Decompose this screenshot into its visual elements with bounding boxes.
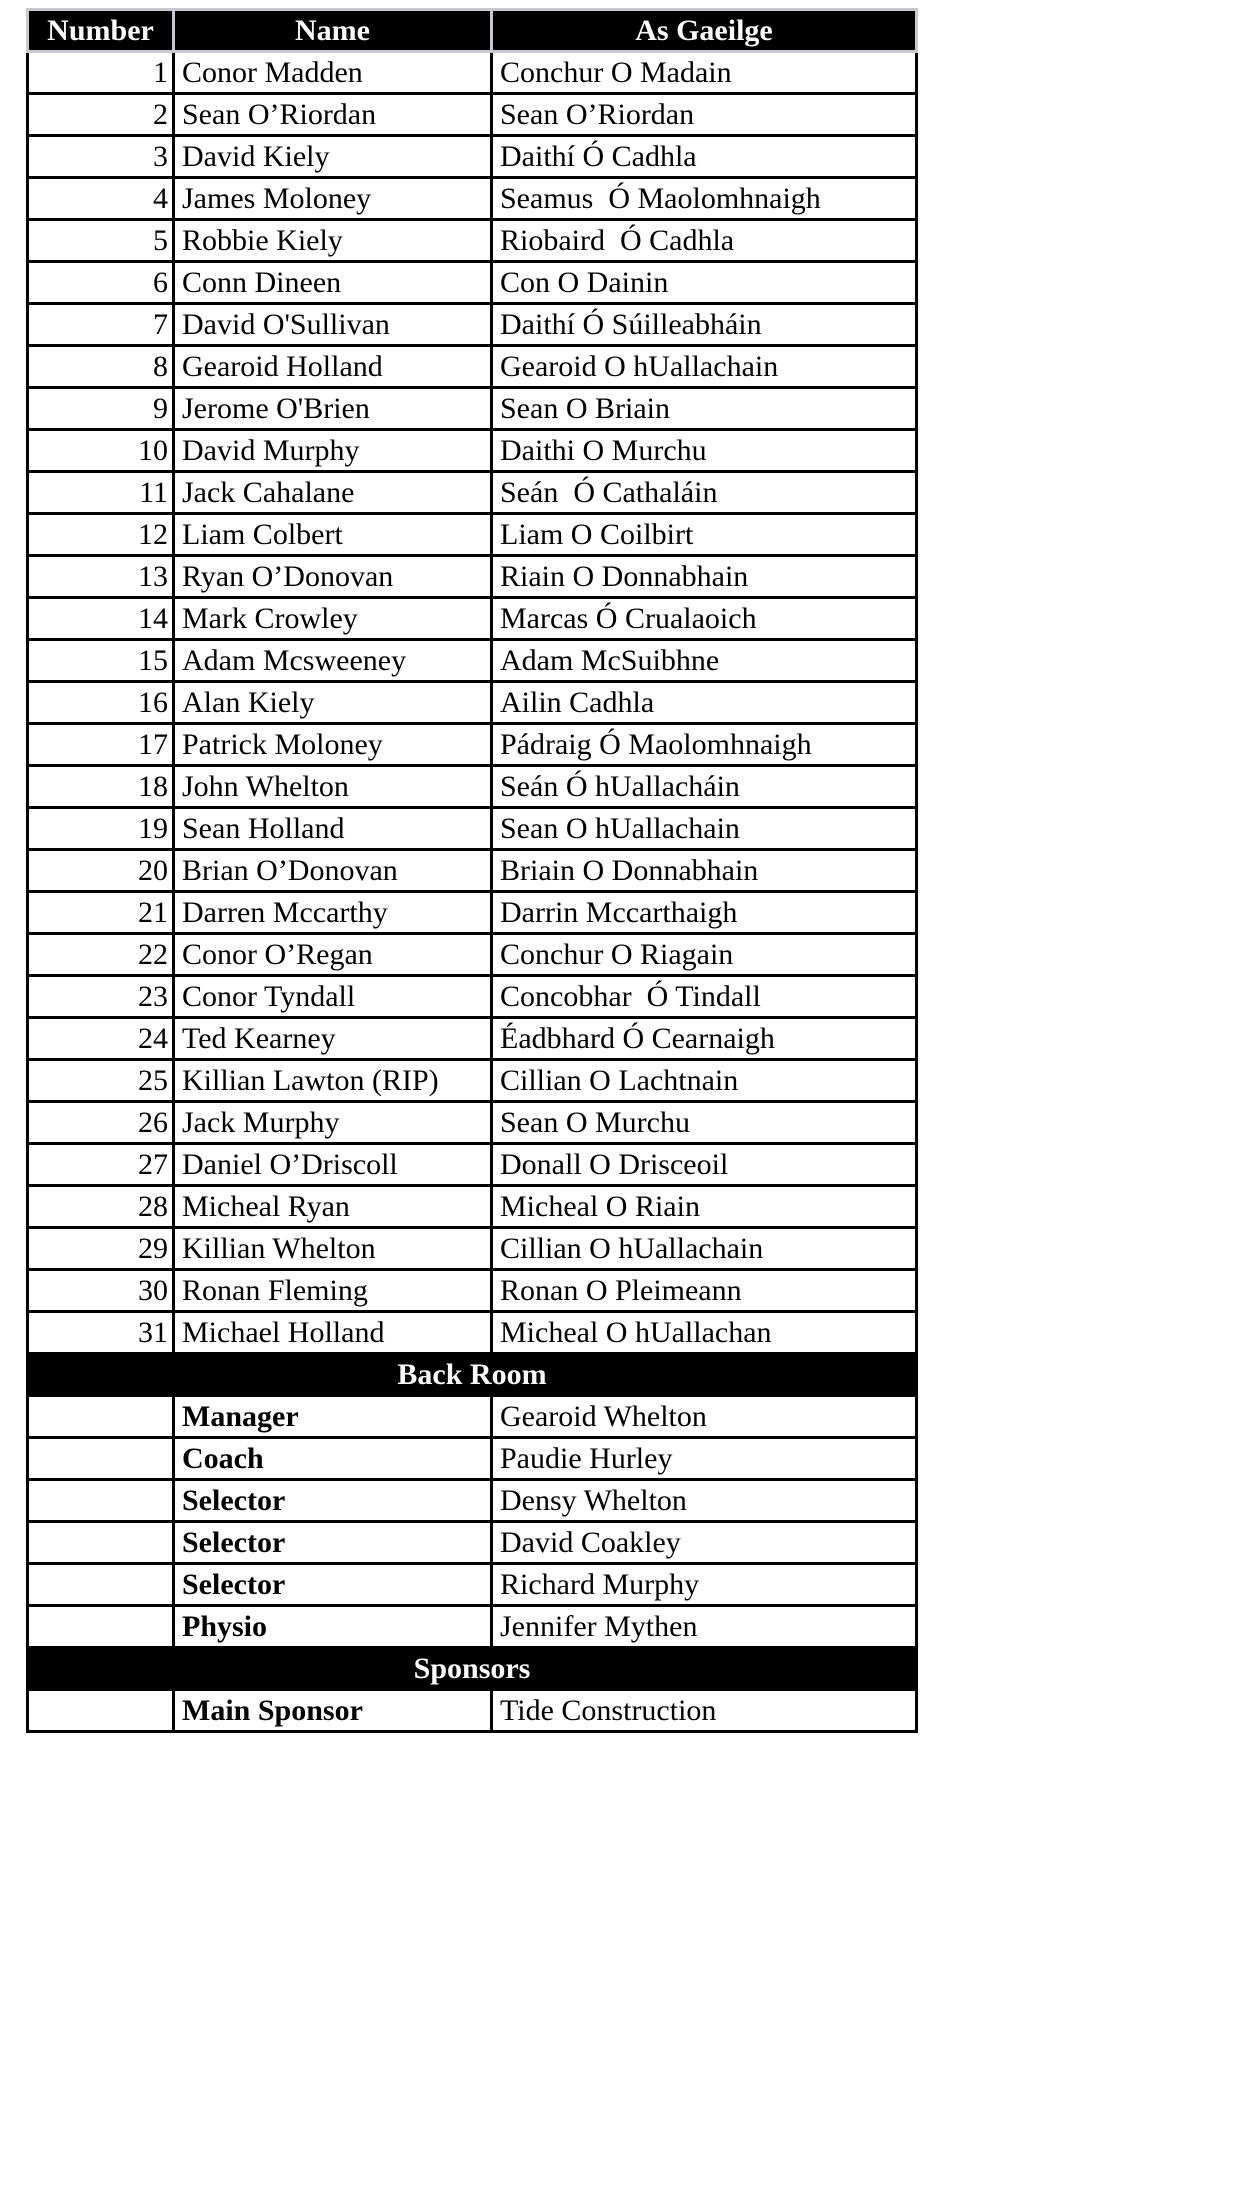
player-name-irish: Sean O’Riordan [492,94,917,136]
player-number: 24 [28,1018,174,1060]
player-number: 1 [28,52,174,94]
player-name: Jerome O'Brien [174,388,492,430]
player-number: 19 [28,808,174,850]
empty-cell [28,1690,174,1732]
player-number: 18 [28,766,174,808]
player-name: Conor Tyndall [174,976,492,1018]
player-name-irish: Seamus Ó Maolomhnaigh [492,178,917,220]
player-name-irish: Ailin Cadhla [492,682,917,724]
player-name-irish: Sean O Murchu [492,1102,917,1144]
player-name: Jack Cahalane [174,472,492,514]
role-label: Selector [174,1564,492,1606]
player-row [28,1018,917,1060]
player-row [28,1102,917,1144]
empty-cell [28,1606,174,1648]
back-room-row [28,1480,917,1522]
player-name-irish: Daithí Ó Súilleabháin [492,304,917,346]
role-label: Main Sponsor [174,1690,492,1732]
player-row [28,1186,917,1228]
player-number: 28 [28,1186,174,1228]
sponsor-row [28,1690,917,1732]
person-name: Paudie Hurley [492,1438,917,1480]
player-number: 21 [28,892,174,934]
player-name-irish: Liam O Coilbirt [492,514,917,556]
player-row [28,220,917,262]
player-row [28,94,917,136]
player-number: 14 [28,598,174,640]
player-name-irish: Donall O Drisceoil [492,1144,917,1186]
player-name: Killian Whelton [174,1228,492,1270]
player-name: Gearoid Holland [174,346,492,388]
player-name: David Murphy [174,430,492,472]
player-number: 16 [28,682,174,724]
back-room-row [28,1396,917,1438]
squad-table [26,8,918,1733]
player-name-irish: Sean O hUallachain [492,808,917,850]
player-row [28,724,917,766]
player-name-irish: Micheal O hUallachan [492,1312,917,1354]
person-name: Gearoid Whelton [492,1396,917,1438]
empty-cell [28,1438,174,1480]
player-name: Adam Mcsweeney [174,640,492,682]
person-name: Densy Whelton [492,1480,917,1522]
player-name: Darren Mccarthy [174,892,492,934]
person-name: Richard Murphy [492,1564,917,1606]
player-number: 29 [28,1228,174,1270]
player-name-irish: Adam McSuibhne [492,640,917,682]
person-name: David Coakley [492,1522,917,1564]
player-number: 9 [28,388,174,430]
player-number: 27 [28,1144,174,1186]
player-name-irish: Éadbhard Ó Cearnaigh [492,1018,917,1060]
player-row [28,766,917,808]
person-name: Tide Construction [492,1690,917,1732]
player-number: 20 [28,850,174,892]
player-number: 25 [28,1060,174,1102]
player-number: 30 [28,1270,174,1312]
back-room-heading: Back Room [28,1354,917,1396]
player-row [28,1270,917,1312]
role-label: Coach [174,1438,492,1480]
player-name-irish: Conchur O Madain [492,52,917,94]
player-number: 15 [28,640,174,682]
player-number: 22 [28,934,174,976]
player-name: Brian O’Donovan [174,850,492,892]
player-name-irish: Sean O Briain [492,388,917,430]
player-row [28,1228,917,1270]
player-name: Alan Kiely [174,682,492,724]
empty-cell [28,1480,174,1522]
column-header-number: Number [28,10,174,52]
empty-cell [28,1564,174,1606]
player-name-irish: Riain O Donnabhain [492,556,917,598]
player-row [28,388,917,430]
player-name-irish: Gearoid O hUallachain [492,346,917,388]
player-number: 8 [28,346,174,388]
sponsors-heading: Sponsors [28,1648,917,1690]
player-number: 26 [28,1102,174,1144]
player-name: Liam Colbert [174,514,492,556]
player-name: Conn Dineen [174,262,492,304]
player-name-irish: Daithi O Murchu [492,430,917,472]
player-name-irish: Ronan O Pleimeann [492,1270,917,1312]
section-heading-row [28,1354,917,1396]
role-label: Selector [174,1480,492,1522]
player-name-irish: Con O Dainin [492,262,917,304]
player-row [28,1144,917,1186]
column-header-irish: As Gaeilge [492,10,917,52]
player-name-irish: Marcas Ó Crualaoich [492,598,917,640]
player-name: Ted Kearney [174,1018,492,1060]
player-name: John Whelton [174,766,492,808]
player-number: 11 [28,472,174,514]
player-row [28,640,917,682]
player-name: Ronan Fleming [174,1270,492,1312]
column-header-name: Name [174,10,492,52]
table-header [28,10,917,52]
player-number: 7 [28,304,174,346]
player-name-irish: Conchur O Riagain [492,934,917,976]
player-row [28,682,917,724]
player-row [28,52,917,94]
person-name: Jennifer Mythen [492,1606,917,1648]
empty-cell [28,1522,174,1564]
player-number: 13 [28,556,174,598]
player-name: David Kiely [174,136,492,178]
player-name-irish: Micheal O Riain [492,1186,917,1228]
player-name: Ryan O’Donovan [174,556,492,598]
players-section [28,52,917,1354]
player-row [28,556,917,598]
player-number: 12 [28,514,174,556]
player-name: Sean Holland [174,808,492,850]
player-name: Daniel O’Driscoll [174,1144,492,1186]
player-row [28,178,917,220]
player-number: 23 [28,976,174,1018]
player-row [28,934,917,976]
player-number: 4 [28,178,174,220]
player-row [28,1060,917,1102]
player-name-irish: Briain O Donnabhain [492,850,917,892]
player-name: Conor O’Regan [174,934,492,976]
player-number: 10 [28,430,174,472]
player-row [28,1312,917,1354]
player-name: James Moloney [174,178,492,220]
player-row [28,346,917,388]
player-name-irish: Concobhar Ó Tindall [492,976,917,1018]
player-number: 31 [28,1312,174,1354]
back-room-row [28,1564,917,1606]
player-row [28,262,917,304]
back-room-rows [28,1396,917,1648]
player-name-irish: Cillian O hUallachain [492,1228,917,1270]
role-label: Manager [174,1396,492,1438]
player-row [28,598,917,640]
player-name-irish: Seán Ó Cathaláin [492,472,917,514]
back-room-row [28,1522,917,1564]
player-name-irish: Darrin Mccarthaigh [492,892,917,934]
player-name: Patrick Moloney [174,724,492,766]
back-room-row [28,1606,917,1648]
sponsor-rows [28,1690,917,1732]
empty-cell [28,1396,174,1438]
player-row [28,514,917,556]
role-label: Selector [174,1522,492,1564]
section-heading-row [28,1648,917,1690]
header-row [28,10,917,52]
player-name: Michael Holland [174,1312,492,1354]
player-name-irish: Seán Ó hUallacháin [492,766,917,808]
role-label: Physio [174,1606,492,1648]
player-name: Jack Murphy [174,1102,492,1144]
player-name-irish: Riobaird Ó Cadhla [492,220,917,262]
player-name: David O'Sullivan [174,304,492,346]
player-number: 6 [28,262,174,304]
sponsors-section [28,1648,917,1690]
player-number: 2 [28,94,174,136]
player-row [28,136,917,178]
player-name: Mark Crowley [174,598,492,640]
player-name-irish: Daithí Ó Cadhla [492,136,917,178]
player-row [28,808,917,850]
player-name: Micheal Ryan [174,1186,492,1228]
player-row [28,304,917,346]
player-name: Killian Lawton (RIP) [174,1060,492,1102]
back-room-row [28,1438,917,1480]
player-row [28,430,917,472]
player-name-irish: Pádraig Ó Maolomhnaigh [492,724,917,766]
player-name-irish: Cillian O Lachtnain [492,1060,917,1102]
player-number: 5 [28,220,174,262]
player-row [28,472,917,514]
back-room-section [28,1354,917,1396]
player-number: 17 [28,724,174,766]
player-row [28,976,917,1018]
player-row [28,892,917,934]
player-name: Sean O’Riordan [174,94,492,136]
player-number: 3 [28,136,174,178]
player-row [28,850,917,892]
player-name: Conor Madden [174,52,492,94]
player-name: Robbie Kiely [174,220,492,262]
